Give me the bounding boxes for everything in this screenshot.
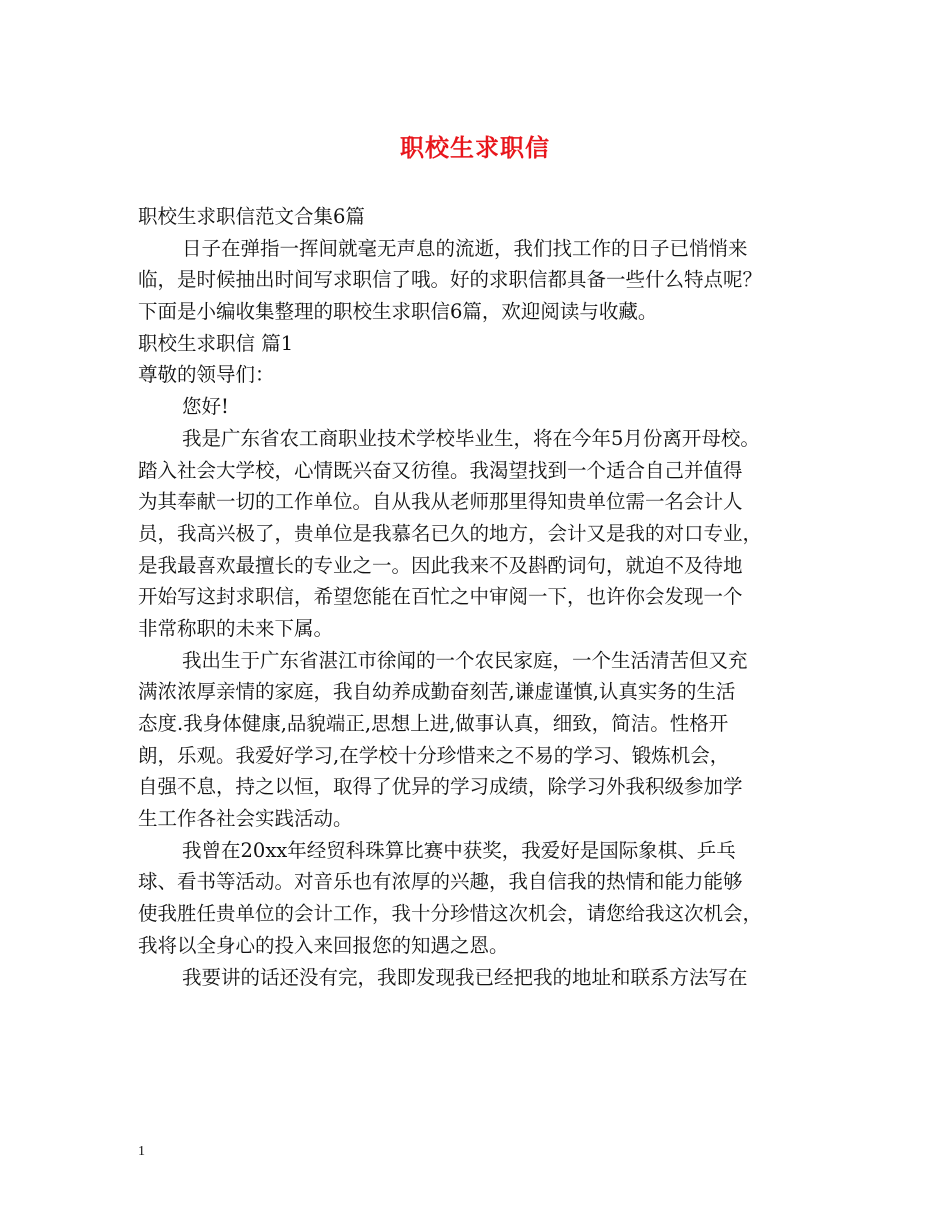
text-line: 我是广东省农工商职业技术学校毕业生，将在今年5月份离开母校。 bbox=[182, 426, 760, 450]
text-line: 您好! bbox=[182, 395, 229, 419]
text-line: 我出生于广东省湛江市徐闻的一个农民家庭，一个生活清苦但又充 bbox=[182, 648, 748, 672]
text-line: 我要讲的话还没有完，我即发现我已经把我的地址和联系方法写在 bbox=[182, 965, 748, 989]
text-line: 尊敬的领导们： bbox=[138, 363, 275, 387]
text-line: 下面是小编收集整理的职校生求职信6篇，欢迎阅读与收藏。 bbox=[138, 300, 658, 324]
text-line: 满浓浓厚亲情的家庭，我自幼养成勤奋刻苦,谦虚谨慎,认真实务的生活 bbox=[138, 680, 736, 704]
text-line: 态度.我身体健康,品貌端正,思想上进,做事认真，细致，简洁。性格开 bbox=[138, 712, 729, 735]
text-line: 我曾在20xx年经贸科珠算比赛中获奖，我爱好是国际象棋、乒乓 bbox=[182, 838, 736, 862]
text-line: 员，我高兴极了，贵单位是我慕名已久的地方，会计又是我的对口专业， bbox=[138, 521, 763, 545]
text-line: 日子在弹指一挥间就毫无声息的流逝，我们找工作的日子已悄悄来 bbox=[182, 236, 748, 260]
text-line: 生工作各社会实践活动。 bbox=[138, 807, 353, 831]
page-number: 1 bbox=[138, 1144, 145, 1159]
text-line: 踏入社会大学校，心情既兴奋又彷徨。我渴望找到一个适合自己并值得 bbox=[138, 458, 743, 482]
text-line: 球、看书等活动。对音乐也有浓厚的兴趣，我自信我的热情和能力能够 bbox=[138, 870, 743, 894]
text-line: 我将以全身心的投入来回报您的知遇之恩。 bbox=[138, 933, 509, 957]
text-line: 职校生求职信 篇1 bbox=[138, 331, 294, 355]
text-line: 职校生求职信范文合集6篇 bbox=[138, 205, 365, 228]
text-line: 为其奉献一切的工作单位。自从我从老师那里得知贵单位需一名会计人 bbox=[138, 490, 743, 514]
text-line: 非常称职的未来下属。 bbox=[138, 616, 334, 640]
document-body bbox=[138, 201, 828, 993]
text-line: 是我最喜欢最擅长的专业之一。因此我来不及斟酌词句，就迫不及待地 bbox=[138, 553, 743, 577]
text-line: 开始写这封求职信，希望您能在百忙之中审阅一下，也许你会发现一个 bbox=[138, 585, 743, 609]
document-title: 职校生求职信 bbox=[400, 133, 550, 162]
text-line: 自强不息，持之以恒，取得了优异的学习成绩，除学习外我积级参加学 bbox=[138, 775, 743, 799]
text-line: 朗，乐观。我爱好学习,在学校十分珍惜来之不易的学习、锻炼机会， bbox=[138, 743, 730, 767]
text-line: 使我胜任贵单位的会计工作，我十分珍惜这次机会，请您给我这次机会， bbox=[138, 902, 763, 926]
text-line: 临，是时候抽出时间写求职信了哦。好的求职信都具备一些什么特点呢？ bbox=[138, 268, 763, 292]
